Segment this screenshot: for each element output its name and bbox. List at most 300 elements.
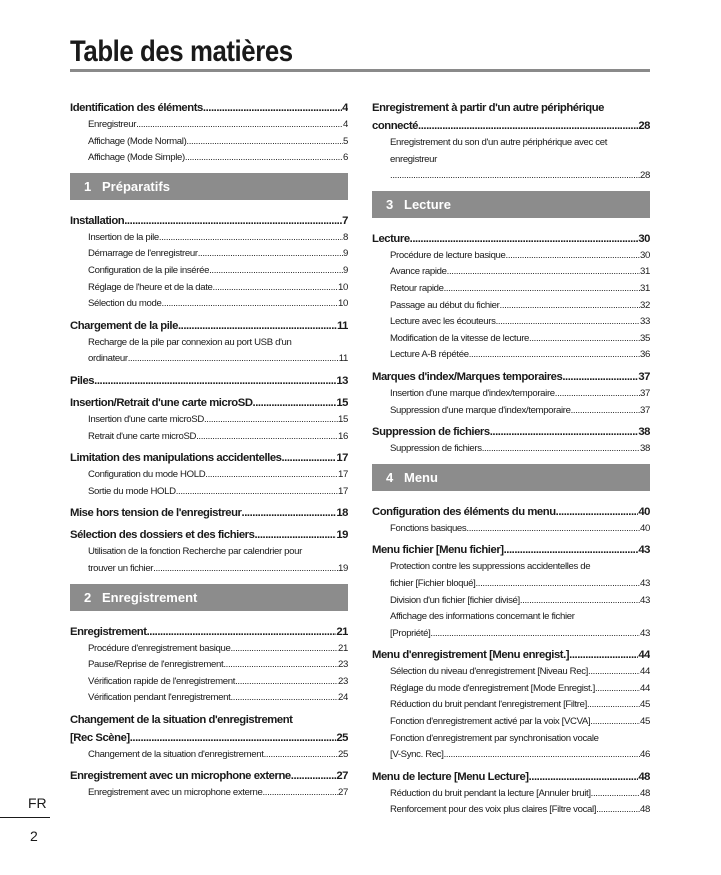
toc-page-number: 9 (343, 264, 348, 276)
toc-entry-title: Installation (70, 214, 125, 227)
toc-page-number: 15 (336, 396, 348, 409)
toc-entry-title: connecté (372, 120, 418, 132)
toc-subentry[interactable] (70, 747, 348, 764)
toc-page-number: 40 (640, 522, 650, 534)
toc-leader-dots (520, 593, 640, 610)
toc-entry[interactable] (70, 449, 348, 467)
toc-line (70, 767, 348, 785)
section-header (372, 191, 650, 218)
toc-leader-dots (410, 230, 639, 248)
toc-subentry[interactable] (70, 296, 348, 313)
toc-leader-dots (159, 230, 343, 247)
toc-page-number: 11 (338, 353, 348, 365)
toc-line (70, 230, 348, 247)
section-header (70, 584, 348, 611)
toc-line (372, 368, 650, 386)
toc-entry-title: Réduction du bruit pendant la lecture [Annuler bruit] (390, 787, 591, 799)
toc-subentry[interactable] (372, 681, 650, 698)
toc-line (372, 646, 650, 664)
toc-subentry[interactable] (372, 559, 650, 592)
toc-leader-dots (496, 314, 640, 331)
toc-subentry[interactable] (70, 263, 348, 280)
toc-entry-title: [Rec Scène] (70, 731, 130, 744)
toc-page-number: 8 (343, 231, 348, 243)
toc-entry-title: Sélection des dossiers et des fichiers (70, 529, 255, 542)
section-label: Préparatifs (102, 178, 170, 194)
toc-line (372, 281, 650, 298)
toc-leader-dots (147, 623, 337, 641)
toc-entry-text-line: Recharge de la pile par connexion au port USB d'un (88, 336, 292, 348)
toc-entry-text-line: Changement de la situation d'enregistrement (70, 713, 293, 726)
toc-leader-dots (262, 785, 338, 802)
toc-entry-title: Suppression de fichiers (372, 426, 490, 439)
toc-entry-title: Insertion d'une carte microSD (88, 413, 204, 425)
toc-subentry[interactable] (372, 802, 650, 819)
toc-page-number: 37 (638, 370, 650, 383)
toc-page-number: 38 (640, 443, 650, 455)
toc-entry[interactable] (70, 504, 348, 522)
language-label: FR (28, 795, 47, 811)
toc-leader-dots (569, 646, 638, 664)
toc-page-number: 48 (638, 770, 650, 783)
toc-leader-dots (562, 368, 638, 386)
toc-page-number: 17 (338, 485, 348, 497)
toc-entry-title: Insertion/Retrait d'une carte microSD (70, 396, 253, 409)
toc-page-number: 13 (336, 374, 348, 387)
toc-leader-dots (418, 117, 638, 135)
toc-leader-dots (235, 674, 338, 691)
toc-page-number: 38 (638, 426, 650, 439)
toc-line (70, 429, 348, 446)
toc-subentry[interactable] (70, 429, 348, 446)
toc-page-number: 44 (640, 682, 650, 694)
toc-subentry[interactable] (372, 441, 650, 458)
toc-subentry[interactable] (70, 280, 348, 297)
toc-subentry[interactable] (372, 403, 650, 420)
toc-line (70, 641, 348, 658)
toc-leader-dots (588, 664, 640, 681)
toc-leader-dots (447, 264, 640, 281)
toc-entry-title: trouver un fichier (88, 562, 154, 574)
toc-subentry[interactable] (372, 281, 650, 298)
toc-page-number: 46 (640, 749, 650, 761)
toc-leader-dots (466, 521, 640, 538)
toc-line (372, 314, 650, 331)
toc-entry-text-line: Protection contre les suppressions accidentelles de (390, 561, 591, 573)
toc-line (70, 449, 348, 467)
toc-leader-dots (204, 412, 338, 429)
section-number: 4 (386, 469, 394, 485)
toc-entry[interactable] (372, 230, 650, 248)
toc-entry-title: [V-Sync. Rec] (390, 749, 444, 761)
toc-entry-title: Modification de la vitesse de lecture (390, 332, 530, 344)
toc-entry-text-line: Utilisation de la fonction Recherche par calendrier pour (88, 546, 302, 558)
toc-line (70, 412, 348, 429)
toc-page-number: 25 (338, 748, 348, 760)
toc-line (70, 785, 348, 802)
toc-line (70, 657, 348, 674)
toc-leader-dots (254, 526, 336, 544)
toc-entry-text-line: Fonction d'enregistrement par synchronisation vocale (390, 732, 599, 744)
toc-leader-dots (587, 697, 640, 714)
toc-line (70, 263, 348, 280)
toc-leader-dots (124, 212, 342, 230)
title-divider (70, 69, 650, 72)
toc-page-number: 30 (640, 249, 650, 261)
toc-line (70, 372, 348, 390)
toc-page-number: 10 (338, 298, 348, 310)
toc-line (372, 248, 650, 265)
toc-leader-dots (500, 298, 641, 315)
toc-entry-title: Enregistreur (88, 119, 137, 130)
toc-subentry[interactable] (372, 298, 650, 315)
toc-entry[interactable] (372, 423, 650, 441)
toc-subentry[interactable] (70, 117, 348, 134)
toc-entry[interactable] (372, 646, 650, 664)
toc-entry-title: Lecture (372, 232, 410, 245)
toc-entry-title: Enregistrement avec un microphone externe (88, 787, 263, 799)
toc-leader-dots (130, 729, 337, 747)
toc-page-number: 37 (640, 387, 650, 399)
toc-leader-dots (571, 403, 640, 420)
toc-page-number: 28 (640, 170, 650, 182)
toc-entry-title: Piles (70, 374, 95, 387)
toc-line (372, 802, 650, 819)
toc-entry-title: Configuration du mode HOLD (88, 469, 206, 481)
toc-page-number: 32 (640, 299, 650, 311)
toc-leader-dots (230, 641, 338, 658)
toc-subentry[interactable] (70, 230, 348, 247)
toc-subentry[interactable] (372, 135, 650, 185)
toc-subentry[interactable] (372, 664, 650, 681)
toc-entry[interactable] (70, 711, 348, 747)
toc-entry[interactable] (70, 99, 348, 117)
toc-entry-title: Sélection du niveau d'enregistrement [Niveau Rec] (390, 666, 588, 678)
toc-subentry[interactable] (372, 347, 650, 364)
toc-line (70, 117, 348, 134)
toc-leader-dots (94, 372, 336, 390)
toc-subentry[interactable] (372, 593, 650, 610)
toc-line (372, 626, 650, 643)
toc-page-number: 37 (640, 404, 650, 416)
page-title: Table des matières (70, 35, 293, 68)
toc-page-number: 24 (338, 692, 348, 704)
toc-entry-title: Retrait d'une carte microSD (88, 430, 197, 442)
toc-line (372, 664, 650, 681)
toc-leader-dots (185, 150, 343, 167)
toc-entry[interactable] (70, 623, 348, 641)
toc-entry-title: Passage au début du fichier (390, 299, 500, 311)
toc-leader-dots (178, 317, 337, 335)
toc-page-number: 17 (336, 452, 348, 465)
toc-leader-dots (475, 576, 640, 593)
toc-leader-dots (198, 246, 343, 263)
toc-leader-dots (128, 351, 339, 368)
toc-subentry[interactable] (70, 674, 348, 691)
toc-leader-dots (176, 484, 338, 501)
toc-entry[interactable] (372, 368, 650, 386)
toc-page-number: 27 (336, 770, 348, 783)
toc-subentry[interactable] (372, 786, 650, 803)
toc-entry-title: Menu d'enregistrement [Menu enregist.] (372, 649, 570, 662)
toc-subentry[interactable] (70, 335, 348, 368)
toc-line (70, 280, 348, 297)
toc-line (70, 623, 348, 641)
toc-entry-title: Vérification rapide de l'enregistrement (88, 675, 236, 687)
toc-page-number: 25 (336, 731, 348, 744)
toc-line (70, 747, 348, 764)
toc-subentry[interactable] (70, 544, 348, 577)
toc-entry[interactable] (372, 503, 650, 521)
toc-page-number: 19 (336, 529, 348, 542)
toc-entry-title: Chargement de la pile (70, 319, 178, 332)
section-label: Lecture (404, 196, 451, 212)
toc-page-number: 19 (338, 562, 348, 574)
toc-left-column (70, 99, 348, 802)
toc-page-number: 43 (640, 594, 650, 606)
toc-line (70, 467, 348, 484)
toc-line (70, 690, 348, 707)
toc-leader-dots (213, 280, 339, 297)
toc-entry-title: Marques d'index/Marques temporaires (372, 370, 563, 383)
toc-line (372, 230, 650, 248)
toc-entry[interactable] (372, 768, 650, 786)
toc-leader-dots (430, 626, 640, 643)
toc-entry[interactable] (70, 767, 348, 785)
toc-entry-title: Menu fichier [Menu fichier] (372, 544, 504, 557)
toc-entry[interactable] (70, 212, 348, 230)
toc-entry-title: Suppression d'une marque d'index/temporaire (390, 404, 571, 416)
toc-page-number: 23 (338, 659, 348, 671)
toc-page-number: 5 (343, 135, 348, 147)
toc-leader-dots (264, 747, 338, 764)
toc-leader-dots (555, 386, 640, 403)
toc-line (70, 134, 348, 151)
toc-entry-title: Configuration de la pile insérée (88, 264, 210, 276)
toc-leader-dots (153, 561, 338, 578)
toc-subentry[interactable] (70, 657, 348, 674)
toc-page-number: 17 (338, 469, 348, 481)
toc-leader-dots (205, 467, 338, 484)
toc-subentry[interactable] (70, 690, 348, 707)
toc-entry-title: Retour rapide (390, 282, 444, 294)
toc-subentry[interactable] (372, 731, 650, 764)
toc-page-number: 45 (640, 716, 650, 728)
toc-entry-title: Insertion de la pile (88, 231, 159, 243)
footer-divider (0, 817, 50, 818)
toc-leader-dots (482, 441, 640, 458)
section-number: 2 (84, 589, 92, 605)
toc-entry-title: Mise hors tension de l'enregistreur (70, 507, 242, 520)
toc-page-number: 18 (336, 507, 348, 520)
toc-leader-dots (506, 248, 640, 265)
toc-entry-title: Lecture avec les écouteurs (390, 316, 496, 328)
toc-page-number: 43 (638, 544, 650, 557)
toc-entry-title: Changement de la situation d'enregistrement (88, 748, 264, 760)
toc-subentry[interactable] (372, 714, 650, 731)
toc-line (372, 768, 650, 786)
section-header (372, 464, 650, 491)
toc-line (70, 351, 348, 368)
toc-entry-title: Configuration des éléments du menu (372, 505, 556, 518)
toc-entry-title: Enregistrement avec un microphone externe (70, 770, 291, 783)
toc-entry-text-line: enregistreur (390, 153, 437, 165)
toc-entry-title: Avance rapide (390, 266, 447, 278)
toc-line (70, 561, 348, 578)
toc-entry[interactable] (70, 317, 348, 335)
toc-page-number: 31 (640, 266, 650, 278)
toc-leader-dots (595, 681, 640, 698)
toc-entry-title: Sélection du mode (88, 298, 162, 310)
section-number: 1 (84, 178, 92, 194)
toc-line (372, 593, 650, 610)
toc-page-number: 23 (338, 675, 348, 687)
toc-entry-title: Suppression de fichiers (390, 443, 482, 455)
toc-line (70, 246, 348, 263)
toc-entry-text-line: Affichage des informations concernant le fichier (390, 611, 575, 623)
toc-leader-dots (209, 263, 343, 280)
toc-page-number: 43 (640, 627, 650, 639)
toc-entry-title: [Propriété] (390, 627, 431, 639)
toc-page-number: 44 (638, 649, 650, 662)
toc-leader-dots (444, 281, 640, 298)
toc-entry-title: Division d'un fichier [fichier divisé] (390, 594, 520, 606)
toc-line (70, 674, 348, 691)
toc-entry-title: Démarrage de l'enregistreur (88, 248, 198, 260)
toc-line (372, 117, 650, 135)
toc-leader-dots (196, 429, 338, 446)
toc-subentry[interactable] (70, 412, 348, 429)
toc-entry-title: Affichage (Mode Normal) (88, 135, 187, 147)
toc-line (70, 212, 348, 230)
toc-page-number: 4 (343, 119, 348, 130)
toc-page-number: 21 (338, 642, 348, 654)
toc-page-number: 9 (343, 248, 348, 260)
toc-subentry[interactable] (70, 484, 348, 501)
toc-leader-dots (242, 504, 337, 522)
toc-line (70, 317, 348, 335)
toc-subentry[interactable] (372, 248, 650, 265)
toc-line (372, 541, 650, 559)
toc-page-number: 43 (640, 577, 650, 589)
toc-line (372, 403, 650, 420)
toc-leader-dots (596, 802, 640, 819)
toc-entry-title: Procédure de lecture basique (390, 249, 506, 261)
toc-line (70, 729, 348, 747)
toc-leader-dots (590, 714, 640, 731)
toc-line (372, 168, 650, 185)
toc-page-number: 28 (638, 120, 650, 132)
page-number: 2 (30, 828, 38, 844)
toc-leader-dots (162, 296, 338, 313)
toc-entry-title: Réglage de l'heure et de la date (88, 281, 213, 293)
toc-page-number: 35 (640, 332, 650, 344)
toc-subentry[interactable] (372, 609, 650, 642)
toc-line (70, 504, 348, 522)
toc-entry-text-line: Enregistrement du son d'un autre périphérique avec cet (390, 137, 608, 148)
toc-line (372, 386, 650, 403)
toc-subentry[interactable] (372, 331, 650, 348)
toc-entry-title: Fonctions basiques (390, 522, 467, 534)
toc-leader-dots (253, 394, 337, 412)
toc-line (372, 714, 650, 731)
toc-entry-title: Renforcement pour des voix plus claires [Filtre vocal] (390, 804, 597, 816)
toc-entry-title: Sortie du mode HOLD (88, 485, 176, 497)
toc-page-number: 44 (640, 666, 650, 678)
toc-entry[interactable] (70, 526, 348, 544)
toc-entry[interactable] (372, 541, 650, 559)
toc-entry-title: Lecture A-B répétée (390, 349, 469, 361)
toc-page-number: 27 (338, 787, 348, 799)
toc-line (372, 264, 650, 281)
toc-entry-title: Enregistrement (70, 625, 147, 638)
toc-page-number: 10 (338, 281, 348, 293)
toc-leader-dots (529, 768, 639, 786)
toc-subentry[interactable] (70, 150, 348, 167)
toc-subentry[interactable] (70, 467, 348, 484)
toc-entry-title: Réglage du mode d'enregistrement [Mode Enregist.] (390, 682, 595, 694)
toc-page-number: 4 (342, 102, 348, 114)
toc-entry[interactable] (372, 99, 650, 135)
section-number: 3 (386, 196, 394, 212)
toc-line (372, 331, 650, 348)
section-header (70, 173, 348, 200)
toc-page-number: 48 (640, 787, 650, 799)
toc-line (70, 296, 348, 313)
toc-entry-title: Pause/Reprise de l'enregistrement (88, 659, 224, 671)
toc-entry[interactable] (70, 372, 348, 390)
toc-entry-title: Vérification pendant l'enregistrement (88, 692, 231, 704)
toc-leader-dots (504, 541, 639, 559)
toc-subentry[interactable] (70, 641, 348, 658)
toc-page-number: 30 (638, 232, 650, 245)
toc-subentry[interactable] (70, 785, 348, 802)
toc-page-number: 6 (343, 152, 348, 164)
toc-page-number: 11 (336, 319, 348, 332)
toc-line (372, 298, 650, 315)
toc-leader-dots (469, 347, 640, 364)
toc-leader-dots (556, 503, 639, 521)
toc-entry-title: Procédure d'enregistrement basique (88, 642, 231, 654)
toc-subentry[interactable] (372, 264, 650, 281)
toc-line (372, 441, 650, 458)
toc-page-number: 33 (640, 316, 650, 328)
toc-entry[interactable] (70, 394, 348, 412)
section-label: Enregistrement (102, 589, 198, 605)
toc-leader-dots (390, 168, 640, 185)
toc-subentry[interactable] (372, 314, 650, 331)
toc-subentry[interactable] (372, 697, 650, 714)
toc-subentry[interactable] (70, 134, 348, 151)
toc-leader-dots (490, 423, 639, 441)
toc-subentry[interactable] (70, 246, 348, 263)
toc-page-number: 40 (638, 505, 650, 518)
toc-subentry[interactable] (372, 521, 650, 538)
toc-line (70, 526, 348, 544)
toc-page-number: 21 (336, 625, 348, 638)
toc-page-number: 15 (338, 413, 348, 425)
toc-page-number: 45 (640, 699, 650, 711)
toc-entry-title: Identification des éléments (70, 102, 203, 114)
toc-page-number: 7 (342, 214, 348, 227)
toc-leader-dots (444, 747, 640, 764)
toc-leader-dots (281, 449, 336, 467)
toc-page-number: 48 (640, 804, 650, 816)
toc-subentry[interactable] (372, 386, 650, 403)
toc-page-number: 36 (640, 349, 650, 361)
toc-line (70, 99, 348, 117)
section-label: Menu (404, 469, 438, 485)
